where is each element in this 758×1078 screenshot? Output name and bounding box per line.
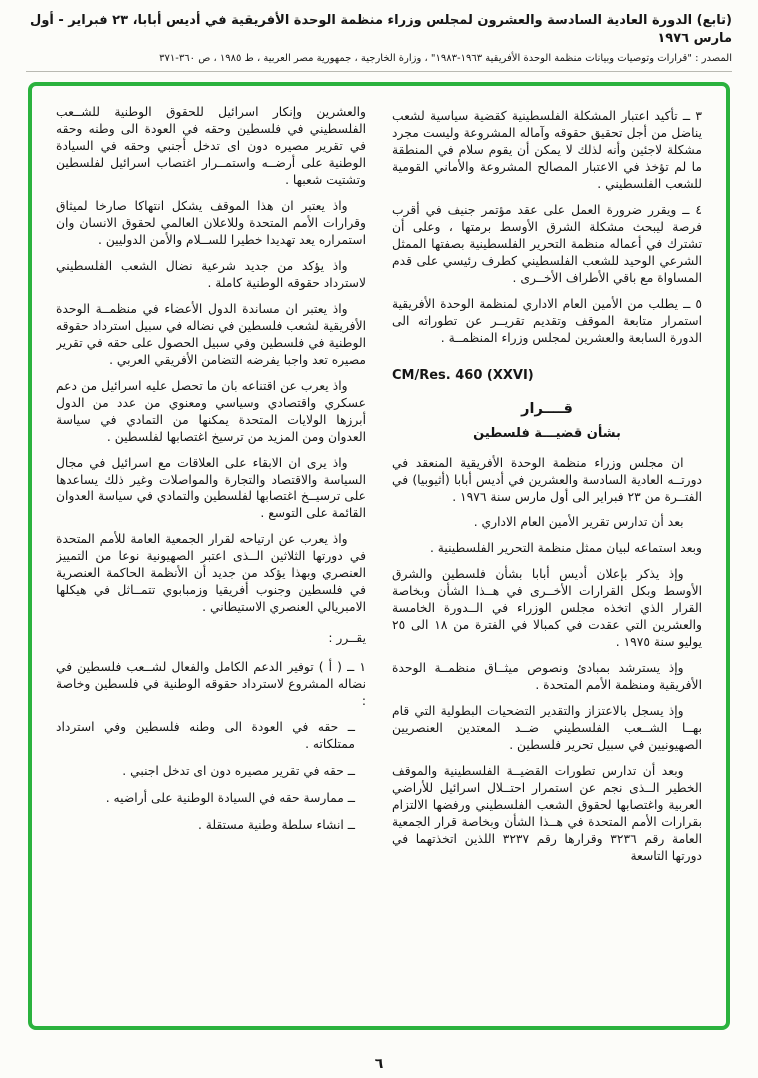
two-column-text	[56, 104, 702, 1008]
content-frame	[28, 82, 730, 1030]
paragraph: بعد أن تدارس تقرير الأمين العام الاداري .	[473, 515, 684, 530]
decision-item: ــ ممارسة حقه في السيادة الوطنية على أراضيه .	[105, 791, 355, 806]
column-right	[392, 104, 702, 1008]
resolution-title: قــــرار	[521, 400, 573, 417]
decision-item: ــ حقه في تقرير مصيره دون اى تدخل اجنبي .	[122, 764, 355, 779]
paragraph: واذ يعتبر ان هذا الموقف يشكل انتهاكا صارخا لميثاق وقرارات الأمم المتحدة وللاعلان العالمي لحقوق الانسان وان استمراره يعد تهديدا خطيرا للســلام والأمن الدوليين .	[56, 198, 366, 247]
paragraph: وإذ يذكر بإعلان أديس أبابا بشأن فلسطين والشرق الأوسط وبكل القرارات الأخــرى في هــذا الشأن وبخاصة القرار الذي اتخذه مجلس الوزراء في الــدورة الخامسة والعشرين التي عقدت في كمبالا في الفترة من ١٨ الى ٢٥ يوليو سنة ١٩٧٥ .	[392, 567, 702, 650]
column-left	[56, 104, 366, 1008]
document-header	[0, 0, 758, 72]
paragraph: واذ يعتبر ان مساندة الدول الأعضاء في منظمــة الوحدة الأفريقية لشعب فلسطين في نضاله في سبيل استرداد حقوقه الوطنية في فلسطين وفي سبيل الحصول على حقه في تقرير مصيره تعد واجبا يفرضه التضامن الأفريقي العربي .	[56, 301, 366, 367]
paragraph: واذ يعرب عن ارتياحه لقرار الجمعية العامة للأمم المتحدة في دورتها الثلاثين الــذى اعتبر الصهيونية نوعا من التمييز العنصري وبهذا يؤكد من جديد أن الأنظمة الحاكمة العنصرية في فلسطين وجنوب أفريقيا وزمبابوي تتمــاثل في هيكلها الامبريالي العنصري الاستيطاني .	[56, 532, 366, 615]
paragraph: واذ يرى ان الابقاء على العلاقات مع اسرائيل في مجال السياسة والاقتصاد والتجارة والمواصلات وغير ذلك يساعدها على ترسيــخ اغتصابها لفلسطين والتمادي في سياسة العدوان القائمة على التوسع .	[56, 455, 366, 521]
decision-1a: ١ ــ ( أ ) توفير الدعم الكامل والفعال لشــعب فلسطين في نضاله المشروع لاسترداد حقوقه الوطنية في فلسطين وخاصة :	[56, 660, 366, 709]
paragraph: وإذ يسجل بالاعتزاز والتقدير التضحيات البطولية التي قام بهــا الشــعب الفلسطيني ضــد المعتدين العنصريين الصهيونيين في سبيل تحرير فلسطين .	[392, 704, 702, 753]
paragraph: وإذ يسترشد بمبادئ ونصوص ميثــاق منظمــة الوحدة الأفريقية ومنظمة الأمم المتحدة .	[392, 661, 702, 693]
paragraph: وبعد أن تدارس تطورات القضيــة الفلسطينية والموقف الخطير الــذى نجم عن استمرار احتــلال اسرائيل للأراضي العربية واغتصابها لحقوق الشعب الفلسطيني ورفضها الالتزام بقرارات الأمم المتحدة في هــذا الشأن وبخاصة قرار الجمعية العامة رقم ٣٢٣٦ وقرارها رقم ٣٢٣٧ اللذين اتخذتهما في دورتها التاسعة	[392, 764, 702, 863]
point-3: ٣ ــ تأكيد اعتبار المشكلة الفلسطينية كقضية سياسية لشعب يناضل من أجل تحقيق حقوقه وآماله المشروعة وليست مجرد مشكلة لاجئين وأنه لذلك لا يمكن أن يقوم سلام في المنطقة ما لم تؤخذ في الاعتبار المصالح المشروعة والأماني القومية للشعب الفلسطيني .	[392, 109, 702, 191]
resolution-number: CM/Res. 460 (XXVI)	[392, 367, 534, 383]
session-title: (تابع) الدورة العادية السادسة والعشرون لمجلس وزراء منظمة الوحدة الأفريقية في أديس أبابا، ٢٣ فبراير - أول مارس ١٩٧٦	[30, 13, 732, 46]
paragraph: واذ يؤكد من جديد شرعية نضال الشعب الفلسطيني لاسترداد حقوقه الوطنية كاملة .	[56, 258, 366, 290]
decides-label: يقــرر :	[328, 631, 366, 646]
paragraph: ان مجلس وزراء منظمة الوحدة الأفريقية المنعقد في دورتــه العادية السادسة والعشرين في أديس أبابا (أثيوبيا) في الفتــرة من ٢٣ فبراير الى أول مارس سنة ١٩٧٦ .	[392, 455, 702, 504]
decision-item: ــ انشاء سلطة وطنية مستقلة .	[197, 818, 355, 832]
paragraph: والعشرين وإنكار اسرائيل للحقوق الوطنية للشــعب الفلسطيني في فلسطين وحقه في العودة الى وطنه وحقه في تقرير مصيره دون اى تدخل أجنبي وحقه في السيادة الوطنية على أرضــه واستمــرار اغتصاب اسرائيل لفلسطين وتشتيت شعبها .	[56, 105, 366, 187]
decision-item: ــ حقه في العودة الى وطنه فلسطين وفي استرداد ممتلكاته .	[56, 720, 355, 752]
resolution-subject: بشأن قضيـــة فلسطين	[473, 425, 621, 441]
point-5: ٥ ــ يطلب من الأمين العام الاداري لمنظمة الوحدة الأفريقية استمرار متابعة الموقف وتقديم تقريــر عن تطوراته الى الدورة السابعة والعشرين لمجلس وزراء المنظمــة .	[392, 296, 702, 345]
point-4: ٤ ــ ويقرر ضرورة العمل على عقد مؤتمر جنيف في أقرب فرصة ليبحث مشكلة الشرق الأوسط برمتها ، وعلى أن تشترك في أعماله منظمة التحرير الفلسطينية بصفتها الممثل الشرعي الوحيد للشعب الفلسطيني كطرف رئيسي على قدم المساواة مع باقي الأطراف الأخــرى .	[392, 202, 702, 285]
page-number: ٦	[374, 1056, 384, 1072]
paragraph: وبعد استماعه لبيان ممثل منظمة التحرير الفلسطينية .	[429, 541, 702, 556]
paragraph: واذ يعرب عن اقتناعه بان ما تحصل عليه اسرائيل من دعم عسكري واقتصادي وسياسي ومعنوي من عدد من الدول أبرزها الولايات المتحدة يمكنها من التمادي في سياسة العدوان ومن المزيد من ترسيخ اغتصابها لفلسطين .	[56, 378, 366, 444]
source-citation: المصدر : "قرارات وتوصيات وبيانات منظمة الوحدة الأفريقية ١٩٦٣-١٩٨٣" ، وزارة الخارجية ، جمهورية مصر العربية ، ط ١٩٨٥ ، ص ٣٦٠-٣٧١	[26, 52, 732, 72]
